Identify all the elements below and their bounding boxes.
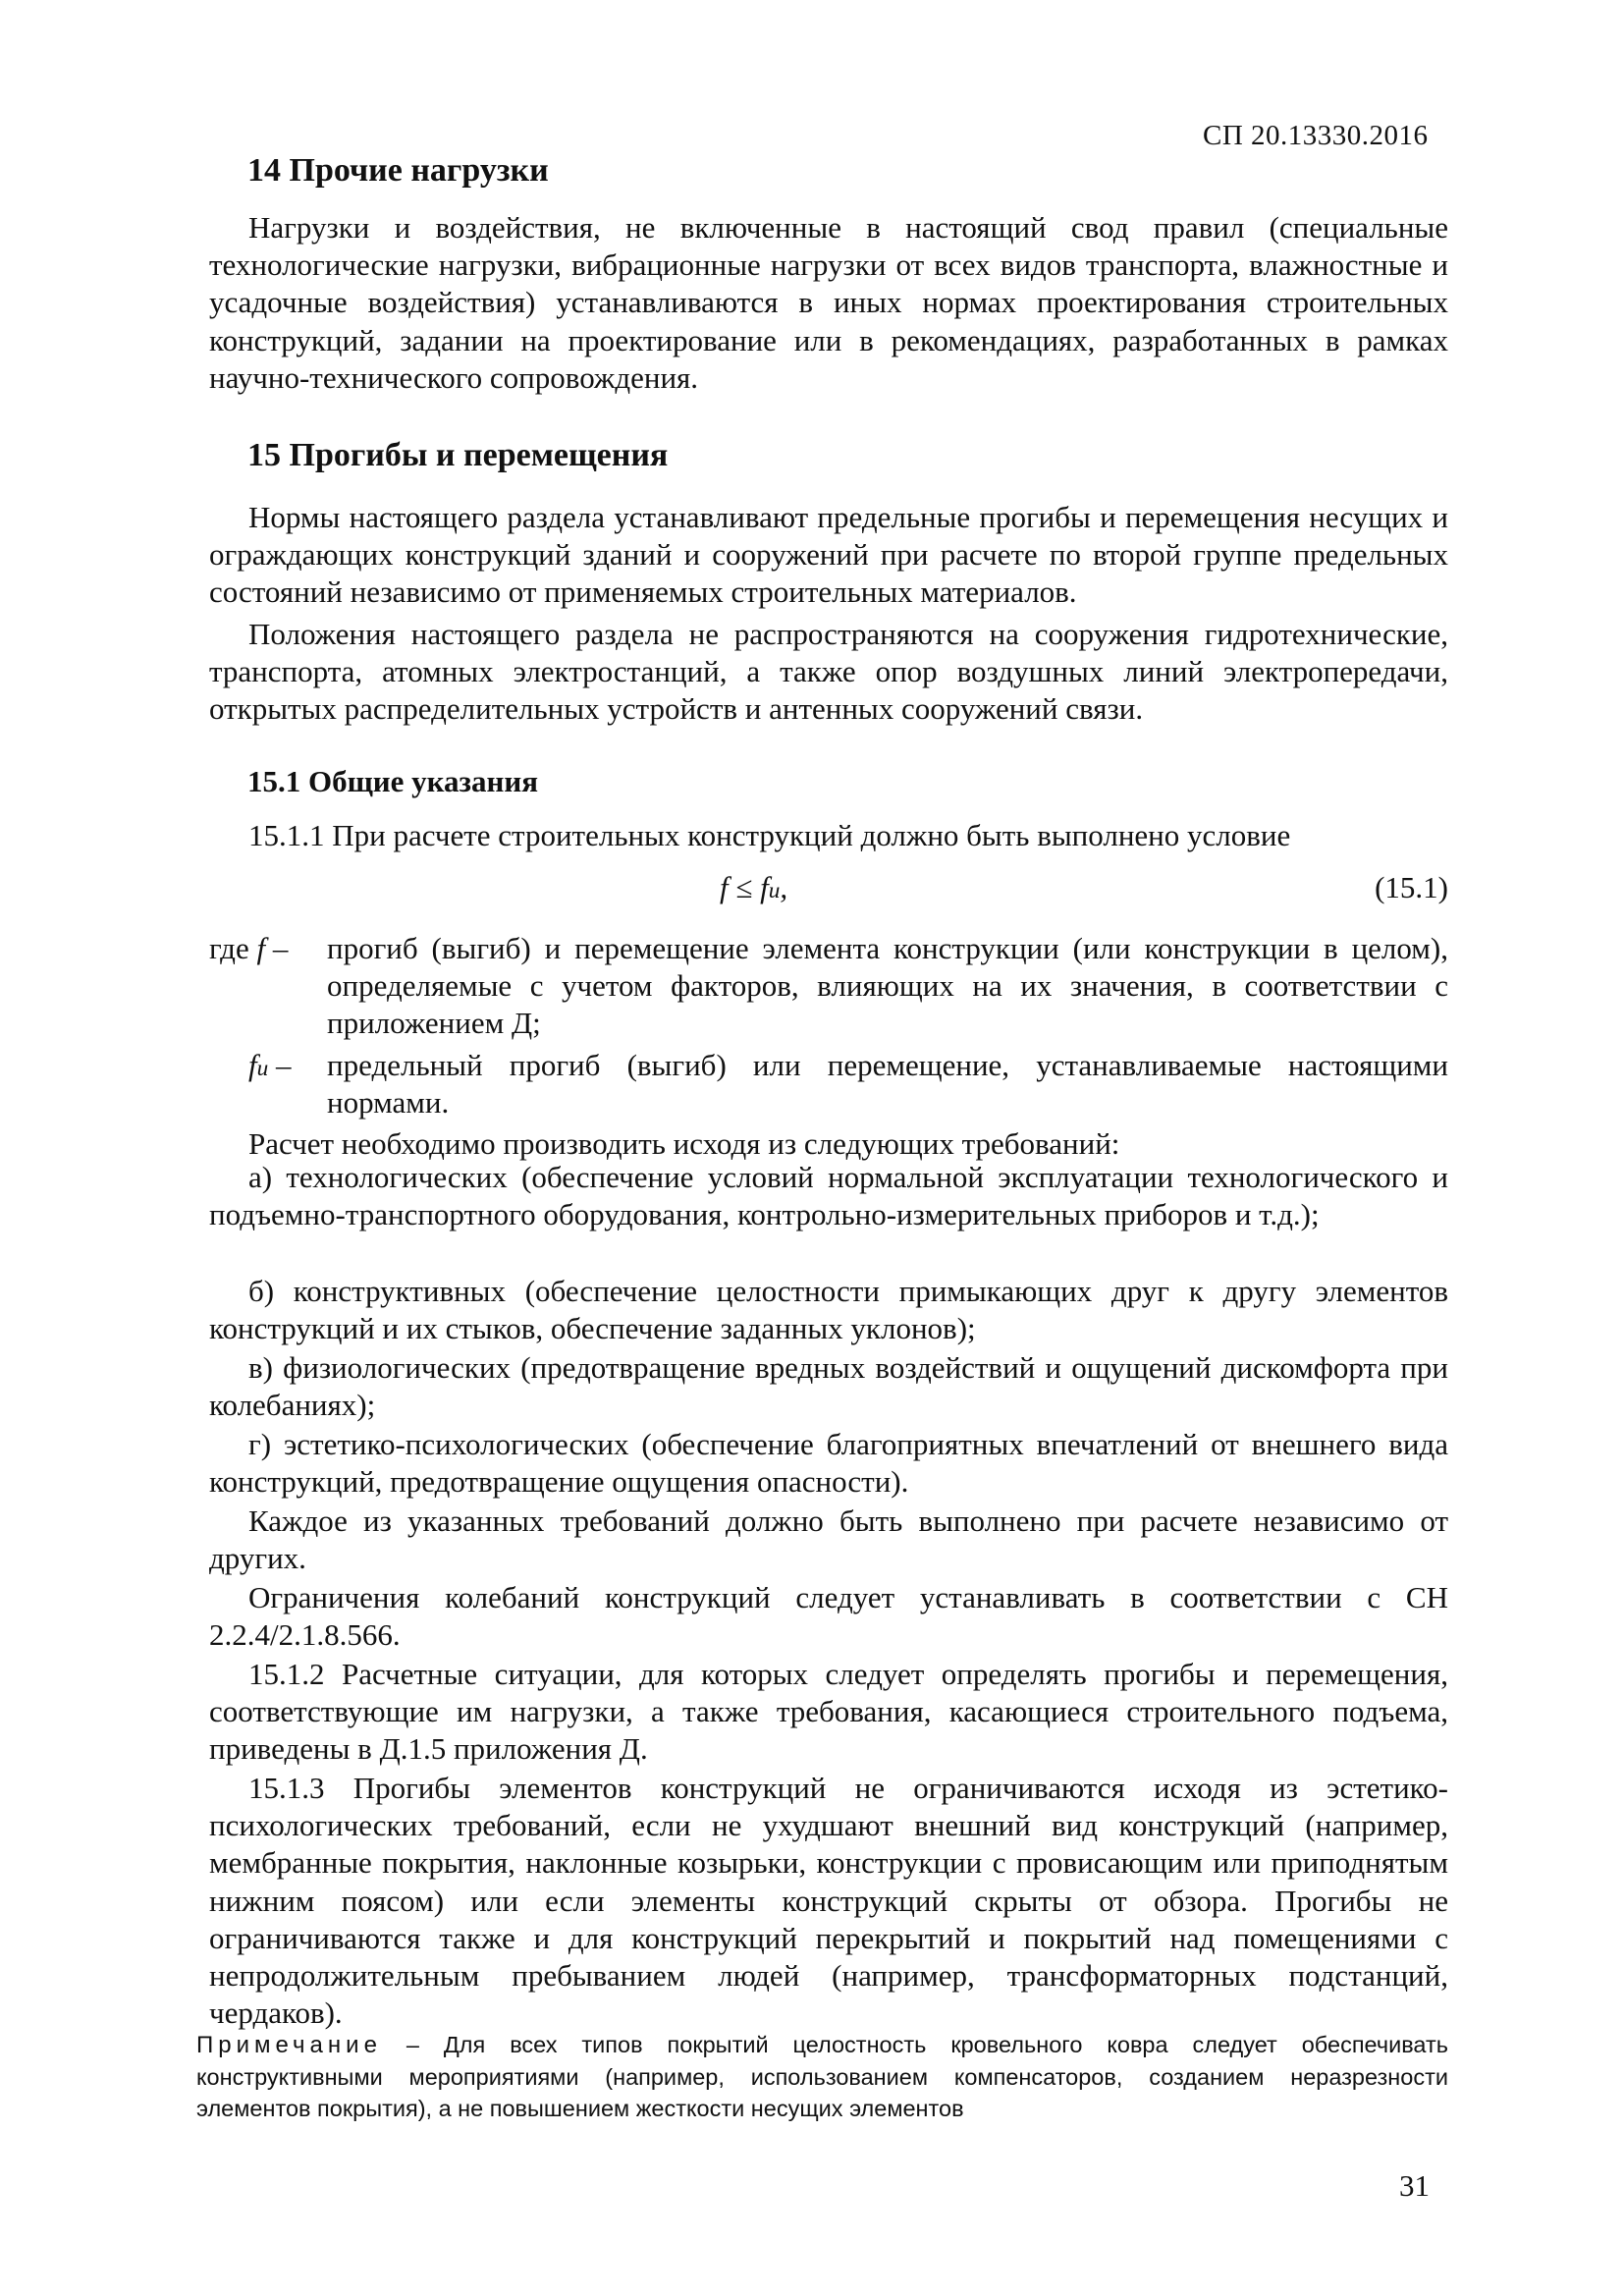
section-15-paragraph-2: Положения настоящего раздела не распространяются на сооружения гидротехнические, транспорта, атомных электростанций, а также опор воздушных линий электропередачи, открытых распределительных устройств и антенных сооружений связи. xyxy=(209,617,1448,727)
definition-fu: fu – предельный прогиб (выгиб) или перемещение, устанавливаемые настоящими нормами. xyxy=(248,1047,1448,1120)
definition-f-text: прогиб (выгиб) и перемещение элемента конструкции (или конструкции в целом), определяемые с учетом факторов, влияющих на их значения, в соответствии с приложением Д; xyxy=(327,931,1448,1041)
page-number: 31 xyxy=(1399,2168,1430,2203)
symbol-fu: f xyxy=(248,1047,257,1082)
symbol-f: f xyxy=(256,931,266,965)
note-text: Для всех типов покрытий целостность кровельного ковра следует обеспечивать конструктивными мероприятиями (например, использованием компенсаторов, созданием неразрезности элементов покрытия), а не повышением жесткости несущих элементов xyxy=(196,2032,1448,2121)
formula-15-1: f ≤ fu, xyxy=(720,870,788,904)
formula-15-1-row xyxy=(209,870,1448,909)
requirement-a: а) технологических (обеспечение условий нормальной эксплуатации технологического и подъемно-транспортного оборудования, контрольно-измерительных приборов и т.д.); xyxy=(209,1160,1448,1232)
requirement-g: г) эстетико-психологических (обеспечение благоприятных впечатлений от внешнего вида конструкций, предотвращение ощущения опасности). xyxy=(209,1427,1448,1500)
requirement-b: б) конструктивных (обеспечение целостности примыкающих друг к другу элементов конструкций и их стыков, обеспечение заданных уклонов); xyxy=(209,1274,1448,1346)
definition-f: где f – прогиб (выгиб) и перемещение элемента конструкции (или конструкции в целом), определяемые с учетом факторов, влияющих на их значения, в соответствии с приложением Д; xyxy=(209,931,1448,1041)
requirement-v: в) физиологических (предотвращение вредных воздействий и ощущений дискомфорта при колебаниях); xyxy=(209,1350,1448,1423)
section-15-heading: 15 Прогибы и перемещения xyxy=(247,437,669,473)
clause-15-1-2: 15.1.2 Расчетные ситуации, для которых следует определять прогибы и перемещения, соответствующие им нагрузки, а также требования, касающиеся строительного подъема, приведены в Д.1.5 приложения Д. xyxy=(209,1657,1448,1767)
document-code: СП 20.13330.2016 xyxy=(1203,120,1429,151)
section-14-heading: 14 Прочие нагрузки xyxy=(247,152,549,189)
clause-15-1-3: 15.1.3 Прогибы элементов конструкций не ограничиваются исходя из эстетико-психологических требований, если не ухудшают внешний вид конструкций (например, мембранные покрытия, наклонные козырьки, конструкции с провисающим или приподнятым нижним поясом) или если элементы конструкций скрыты от обзора. Прогибы не ограничиваются также и для конструкций перекрытий и покрытий над помещениями с непродолжительным пребыванием людей (например, трансформаторных подстанций, чердаков). xyxy=(209,1771,1448,2031)
note-label: Примечание xyxy=(196,2032,382,2058)
vibration-limits: Ограничения колебаний конструкций следует устанавливать в соответствии с СН 2.2.4/2.1.8.566. xyxy=(209,1580,1448,1653)
clause-15-1-1: 15.1.1 При расчете строительных конструкций должно быть выполнено условие xyxy=(248,818,1291,852)
section-15-paragraph-1: Нормы настоящего раздела устанавливают предельные прогибы и перемещения несущих и ограждающих конструкций зданий и сооружений при расчете по второй группе предельных состояний независимо от применяемых строительных материалов. xyxy=(209,500,1448,610)
note: Примечание – Для всех типов покрытий целостность кровельного ковра следует обеспечивать конструктивными мероприятиями (например, использованием компенсаторов, созданием неразрезности элементов покрытия), а не повышением жесткости несущих элементов xyxy=(196,2032,1448,2121)
section-15-1-heading: 15.1 Общие указания xyxy=(247,764,538,798)
section-14-paragraph: Нагрузки и воздействия, не включенные в настоящий свод правил (специальные технологические нагрузки, вибрационные нагрузки от всех видов транспорта, влажностные и усадочные воздействия) устанавливаются в иных нормах проектирования строительных конструкций, задании на проектирование или в рекомендациях, разработанных в рамках научно-технического сопровождения. xyxy=(209,210,1448,395)
symbol-definitions xyxy=(209,930,1448,1163)
formula-number: (15.1) xyxy=(1375,870,1448,904)
requirements-intro: Расчет необходимо производить исходя из следующих требований: xyxy=(248,1126,1120,1162)
definition-fu-text: предельный прогиб (выгиб) или перемещение, устанавливаемые настоящими нормами. xyxy=(327,1047,1448,1120)
requirements-independence: Каждое из указанных требований должно быть выполнено при расчете независимо от других. xyxy=(209,1503,1448,1576)
